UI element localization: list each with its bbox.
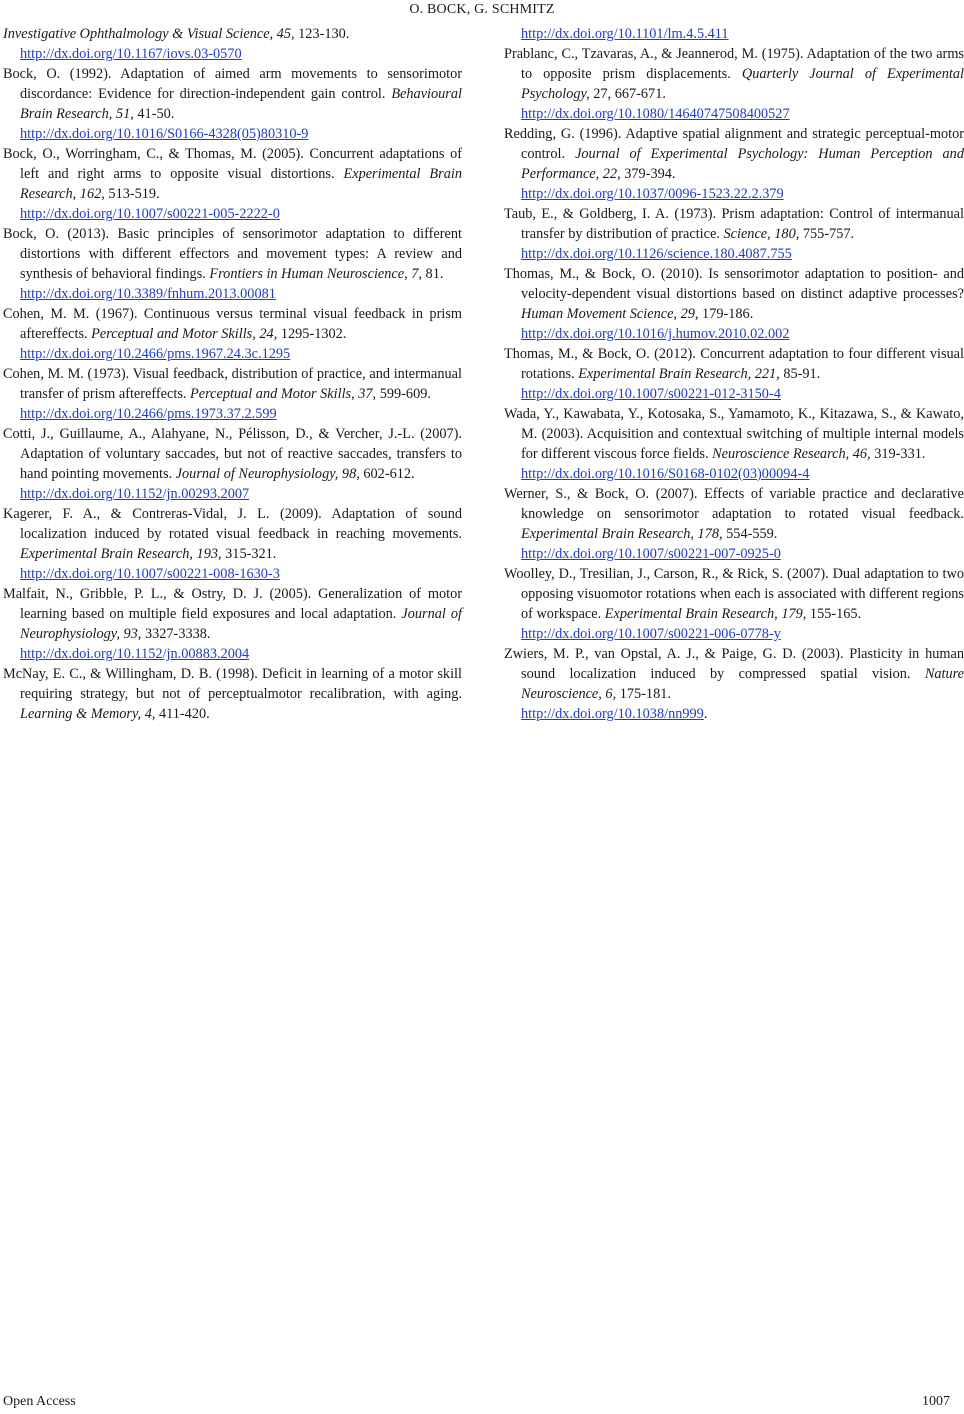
reference-journal: Behavioural Brain Research, 51,	[20, 86, 462, 122]
doi-link[interactable]: http://dx.doi.org/10.1007/s00221-005-2222-0	[20, 206, 280, 222]
reference-text: Cotti, J., Guillaume, A., Alahyane, N., Pélisson, D., & Vercher, J.-L. (2007). Adaptation of voluntary saccades, but not of reactive saccades, transfers to hand pointing movements.	[3, 426, 462, 482]
reference-journal: Human Movement Science, 29,	[521, 306, 699, 322]
reference-journal: Neuroscience Research, 46,	[712, 446, 871, 462]
doi-link[interactable]: http://dx.doi.org/10.1007/s00221-006-0778-y	[521, 626, 781, 642]
reference-entry	[504, 44, 964, 124]
doi-link[interactable]: http://dx.doi.org/10.2466/pms.1973.37.2.599	[20, 406, 277, 422]
reference-entry	[504, 564, 964, 644]
references-left-column	[3, 24, 462, 724]
reference-journal: Nature Neuroscience, 6,	[521, 666, 964, 702]
reference-entry	[504, 24, 964, 44]
reference-text: Redding, G. (1996). Adaptive spatial alignment and strategic perceptual-motor control.	[504, 126, 964, 162]
reference-entry	[504, 404, 964, 484]
reference-journal: Perceptual and Motor Skills, 24,	[91, 326, 278, 342]
running-head: O. BOCK, G. SCHMITZ	[409, 2, 555, 17]
reference-text: Taub, E., & Goldberg, I. A. (1973). Prism adaptation: Control of intermanual transfer by distribution of practice.	[504, 206, 964, 242]
reference-journal: Frontiers in Human Neuroscience, 7,	[209, 266, 422, 282]
reference-pages: 411-420.	[155, 706, 210, 722]
doi-link[interactable]: http://dx.doi.org/10.1007/s00221-008-1630-3	[20, 566, 280, 582]
reference-entry	[3, 664, 462, 724]
doi-link[interactable]: http://dx.doi.org/10.1007/s00221-007-0925-0	[521, 546, 781, 562]
reference-text: Thomas, M., & Bock, O. (2012). Concurrent adaptation to four different visual rotations.	[504, 346, 964, 382]
reference-pages: 513-519.	[104, 186, 160, 202]
reference-pages: 81.	[421, 266, 444, 282]
reference-journal: Experimental Brain Research, 179,	[604, 606, 807, 622]
reference-entry	[3, 24, 462, 64]
doi-link[interactable]: http://dx.doi.org/10.1007/s00221-012-3150-4	[521, 386, 781, 402]
reference-entry	[3, 424, 462, 504]
reference-pages: 85-91.	[779, 366, 821, 382]
page-number: 1007	[922, 1394, 950, 1409]
doi-link[interactable]: http://dx.doi.org/10.1126/science.180.4087.755	[521, 246, 792, 262]
reference-text: Thomas, M., & Bock, O. (2010). Is sensorimotor adaptation to position- and velocity-dependent visual distortions based on distinct adaptive processes?	[504, 266, 964, 302]
reference-text: Cohen, M. M. (1973). Visual feedback, distribution of practice, and intermanual transfer of prism aftereffects.	[3, 366, 462, 402]
reference-pages: 755-757.	[799, 226, 855, 242]
doi-link[interactable]: http://dx.doi.org/10.1167/iovs.03-0570	[20, 46, 242, 62]
reference-journal: Quarterly Journal of Experimental Psychology,	[521, 66, 964, 102]
doi-link[interactable]: http://dx.doi.org/10.1152/jn.00883.2004	[20, 646, 250, 662]
reference-pages: 123-130.	[294, 26, 350, 42]
reference-text: Werner, S., & Bock, O. (2007). Effects of variable practice and declarative knowledge on sensorimotor adaptation to rotated visual feedback.	[504, 486, 964, 522]
reference-pages: 602-612.	[359, 466, 415, 482]
doi-link[interactable]: http://dx.doi.org/10.1101/lm.4.5.411	[521, 26, 729, 42]
reference-pages: 319-331.	[870, 446, 926, 462]
reference-text: Kagerer, F. A., & Contreras-Vidal, J. L. (2009). Adaptation of sound localization induced by rotated visual feedback in reaching movements.	[3, 506, 462, 542]
reference-pages: 179-186.	[698, 306, 754, 322]
reference-pages: 315-321.	[221, 546, 277, 562]
reference-text: Bock, O. (2013). Basic principles of sensorimotor adaptation to different distortions with different effectors and movement types: A review and synthesis of behavioral findings.	[3, 226, 462, 282]
reference-entry	[504, 124, 964, 204]
reference-entry	[3, 504, 462, 584]
doi-link[interactable]: http://dx.doi.org/10.1152/jn.00293.2007	[20, 486, 250, 502]
doi-line	[521, 704, 964, 724]
reference-entry	[3, 364, 462, 424]
reference-entry	[504, 264, 964, 344]
doi-link[interactable]: http://dx.doi.org/10.2466/pms.1967.24.3c.1295	[20, 346, 291, 362]
reference-entry	[3, 584, 462, 664]
reference-pages: 379-394.	[620, 166, 676, 182]
doi-link[interactable]: http://dx.doi.org/10.1037/0096-1523.22.2.379	[521, 186, 784, 202]
reference-journal: Investigative Ophthalmology & Visual Science, 45,	[3, 26, 295, 42]
reference-journal: Experimental Brain Research, 178,	[521, 526, 723, 542]
reference-journal: Journal of Experimental Psychology: Human Perception and Performance, 22,	[521, 146, 964, 182]
reference-entry	[3, 224, 462, 304]
reference-entry	[504, 644, 964, 724]
doi-link[interactable]: http://dx.doi.org/10.1016/S0166-4328(05)80310-9	[20, 126, 309, 142]
reference-entry	[3, 144, 462, 224]
reference-pages: 1295-1302.	[277, 326, 347, 342]
reference-text: Malfait, N., Gribble, P. L., & Ostry, D. J. (2005). Generalization of motor learning based on multiple field exposures and local adaptation.	[3, 586, 462, 622]
reference-text: Prablanc, C., Tzavaras, A., & Jeannerod, M. (1975). Adaptation of the two arms to opposite prism displacements.	[504, 46, 964, 82]
reference-entry	[504, 344, 964, 404]
reference-text: Bock, O. (1992). Adaptation of aimed arm movements to sensorimotor discordance: Evidence for direction-independent gain control.	[3, 66, 462, 102]
reference-text: Wada, Y., Kawabata, Y., Kotosaka, S., Yamamoto, K., Kitazawa, S., & Kawato, M. (2003). Acquisition and contextual switching of multiple internal models for different viscous force fields.	[504, 406, 964, 462]
reference-text: McNay, E. C., & Willingham, D. B. (1998). Deficit in learning of a motor skill requiring strategy, but not of perceptualmotor recalibration, with aging.	[3, 666, 462, 702]
reference-text: Cohen, M. M. (1967). Continuous versus terminal visual feedback in prism aftereffects.	[3, 306, 462, 342]
doi-link[interactable]: http://dx.doi.org/10.1016/S0168-0102(03)00094-4	[521, 466, 810, 482]
reference-entry	[3, 304, 462, 364]
reference-pages: 554-559.	[722, 526, 778, 542]
reference-pages: 41-50.	[133, 106, 175, 122]
reference-pages: 599-609.	[376, 386, 431, 402]
reference-entry	[3, 64, 462, 144]
reference-journal: Perceptual and Motor Skills, 37,	[190, 386, 377, 402]
reference-pages: 155-165.	[806, 606, 862, 622]
doi-link[interactable]: http://dx.doi.org/10.3389/fnhum.2013.00081	[20, 286, 276, 302]
reference-entry	[504, 204, 964, 264]
references-right-column	[504, 24, 964, 724]
reference-pages: 27, 667-671.	[589, 86, 666, 102]
reference-entry	[504, 484, 964, 564]
reference-pages: 175-181.	[616, 686, 671, 702]
reference-journal: Journal of Neurophysiology, 98,	[175, 466, 360, 482]
reference-journal: Experimental Brain Research, 221,	[578, 366, 780, 382]
reference-text: Zwiers, M. P., van Opstal, A. J., & Paige, G. D. (2003). Plasticity in human sound localization induced by compressed spatial vision.	[504, 646, 964, 682]
doi-link[interactable]: http://dx.doi.org/10.1080/14640747508400527	[521, 106, 790, 122]
doi-link[interactable]: http://dx.doi.org/10.1016/j.humov.2010.02.002	[521, 326, 790, 342]
reference-journal: Learning & Memory, 4,	[20, 706, 156, 722]
reference-text: Woolley, D., Tresilian, J., Carson, R., & Rick, S. (2007). Dual adaptation to two opposing visuomotor rotations when each is associated with different regions of workspace.	[504, 566, 964, 622]
reference-pages: 3327-3338.	[141, 626, 211, 642]
reference-journal: Experimental Brain Research, 162,	[20, 166, 462, 202]
reference-journal: Experimental Brain Research, 193,	[20, 546, 222, 562]
footer-open-access: Open Access	[3, 1394, 76, 1409]
reference-journal: Journal of Neurophysiology, 93,	[20, 606, 462, 642]
reference-journal: Science, 180,	[723, 226, 800, 242]
doi-suffix: .	[703, 706, 708, 722]
reference-text: Bock, O., Worringham, C., & Thomas, M. (2005). Concurrent adaptations of left and right arms to opposite visual distortions.	[3, 146, 462, 182]
doi-link[interactable]: http://dx.doi.org/10.1038/nn999	[521, 706, 704, 722]
